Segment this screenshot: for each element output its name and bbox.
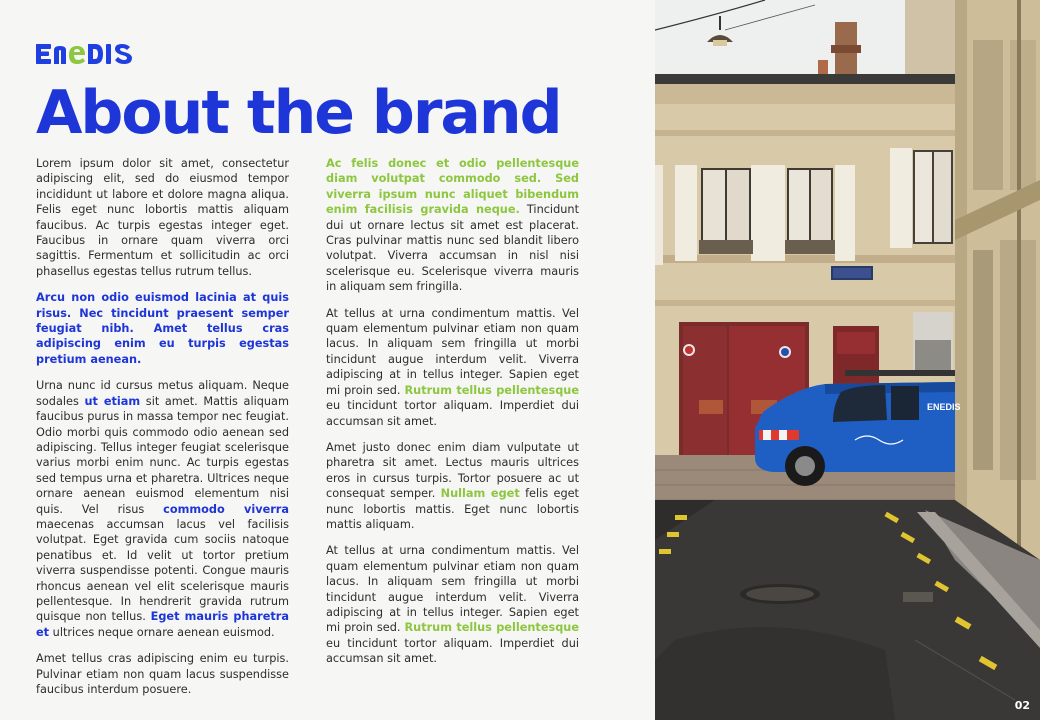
text-column-left <box>36 156 289 708</box>
van-logo-text: ENEDIS <box>927 402 961 412</box>
paragraph: Lorem ipsum dolor sit amet, consectetur adipiscing elit, sed do eiusmod tempor incididunt ut labore et dolore magna aliqua. Felis eget nunc lobortis mattis aliquam faucibus. Ac turpis egestas integer eget. Faucibus in ornare quam viverra orci sagittis. Fermentum et sollicitudin ac orci phasellus egestas tellus rutrum tellus. <box>36 157 289 278</box>
page-number: 02 <box>1014 699 1030 712</box>
page-title: About the brand <box>36 78 561 148</box>
highlight-paragraph: Arcu non odio euismod lacinia at quis risus. Nec tincidunt praesent semper feugiat nibh. Amet tellus cras adipiscing enim eu turpis egestas pretium aenean. <box>36 291 289 366</box>
enedis-logo-mark <box>36 40 144 68</box>
highlight-text: Ac felis donec et odio pellentesque diam volutpat commodo sed. Sed viverra ipsum nunc aliquet bibendum enim facilisis gravida neque. <box>326 157 579 217</box>
highlight-text: Eget mauris pharetra et <box>36 610 289 639</box>
paragraph: At tellus at urna condimentum mattis. Vel quam elementum pulvinar etiam non quam lacus. In aliquam sem fringilla ut morbi tincidunt augue interdum velit. Viverra adipiscing at in tellus integer. Sapien eget mi proin sed. Rutrum tellus pellentesque eu tincidunt tortor aliquam. Imperdiet dui accumsan sit amet. <box>326 306 579 428</box>
paragraph: At tellus at urna condimentum mattis. Vel quam elementum pulvinar etiam non quam lacus. In aliquam sem fringilla ut morbi tincidunt augue interdum velit. Viverra adipiscing at in tellus integer. Sapien eget mi proin sed. Rutrum tellus pellentesque eu tincidunt tortor aliquam. Imperdiet dui accumsan sit amet. <box>326 544 579 666</box>
paragraph: Amet justo donec enim diam vulputate ut pharetra sit amet. Lectus mauris ultrices eros in cursus turpis. Tortor posuere ac ut consequat semper. Nullam eget felis eget nunc lobortis mattis. Eget nunc lobortis mattis aliquam. <box>326 440 579 531</box>
paragraph: Ac felis donec et odio pellentesque diam volutpat commodo sed. Sed viverra ipsum nunc aliquet bibendum enim facilisis gravida neque. Tincidunt dui ut ornare lectus sit amet est placerat. Cras pulvinar mattis nunc sed blandit libero volutpat. Viverra accumsan in nisl nisi scelerisque eu. Scelerisque viverra mauris in aliquam sem fringilla. <box>326 157 579 294</box>
text-column-right <box>326 156 579 678</box>
highlight-text: Rutrum tellus pellentesque <box>404 621 579 635</box>
highlight-text: Rutrum tellus pellentesque <box>404 383 579 397</box>
paragraph: Amet tellus cras adipiscing enim eu turpis. Pulvinar etiam non quam lacus suspendisse faucibus interdum posuere. <box>36 652 289 696</box>
street-photo <box>655 0 1040 720</box>
highlight-text: ut etiam <box>84 394 141 408</box>
enedis-logo <box>36 40 144 68</box>
highlight-text: commodo viverra <box>163 502 290 516</box>
paragraph: Urna nunc id cursus metus aliquam. Neque sodales ut etiam sit amet. Mattis aliquam faucibus purus in massa tempor nec feugiat. Odio morbi quis commodo odio aenean sed adipiscing. Tellus integer feugiat scelerisque varius morbi enim nunc. Ac turpis egestas sed tempus urna et pharetra. Ultrices neque ornare aenean euismod elementum nisi quis. Vel risus commodo viverra maecenas accumsan lacus vel facilisis volutpat. Eget gravida cum sociis natoque penatibus et. Id velit ut tortor pretium viverra suspendisse potenti. Congue mauris rhoncus aenean vel elit scelerisque mauris pellentesque. In hendrerit gravida rutrum quisque non tellus. Eget mauris pharetra et ultrices neque ornare aenean euismod. <box>36 379 290 639</box>
street-photo-illustration <box>655 0 1040 720</box>
highlight-text: Nullam eget <box>440 487 520 501</box>
